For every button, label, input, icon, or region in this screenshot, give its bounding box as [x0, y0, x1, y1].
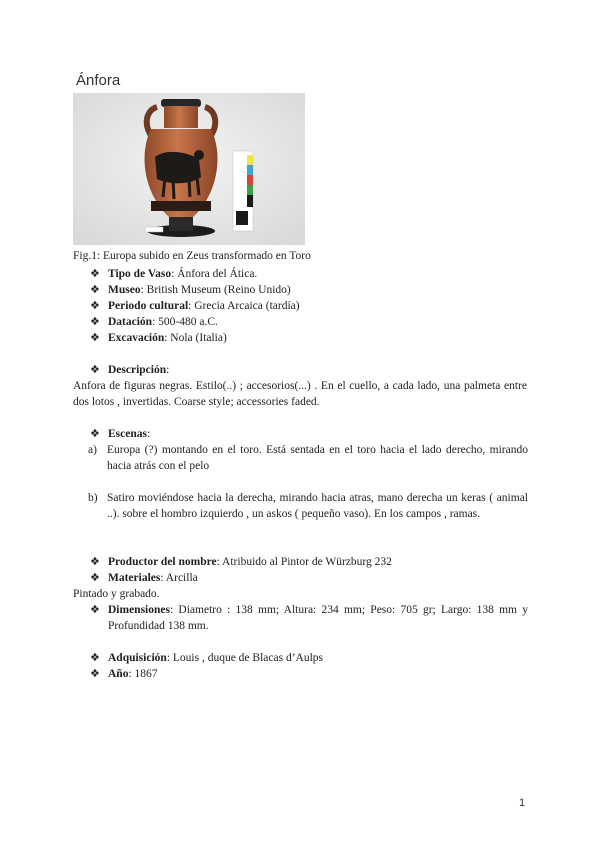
diamond-bullet-icon: ❖ — [90, 572, 100, 584]
fact-item — [90, 554, 392, 570]
fact-label: Productor del nombre — [108, 556, 217, 568]
fact-label: Tipo de Vaso — [108, 268, 172, 280]
diamond-bullet-icon: ❖ — [90, 332, 100, 344]
fact-label: Museo — [108, 284, 141, 296]
escena-item — [88, 490, 528, 522]
diamond-bullet-icon: ❖ — [90, 652, 100, 664]
diamond-bullet-icon: ❖ — [90, 428, 100, 440]
fact-value: : Louis , duque de Blacas d’Aulps — [166, 652, 323, 664]
fact-label: Excavación — [108, 332, 165, 344]
fact-item — [90, 266, 300, 282]
fact-value: : Atribuido al Pintor de Würzburg 232 — [216, 556, 392, 568]
diamond-bullet-icon: ❖ — [90, 364, 100, 376]
fact-value: : British Museum (Reino Unido) — [140, 284, 291, 296]
fact-value: : Ánfora del Ática. — [171, 268, 258, 280]
escena-marker: b) — [88, 492, 98, 504]
escena-item — [88, 442, 528, 474]
escenas-heading: ❖ Escenas : — [90, 428, 151, 440]
page-number: 1 — [519, 797, 526, 809]
escena-text: Satiro moviéndose hacia la derecha, mirando hacia atras, mano derecha un keras ( animal ..). sobre el hombro izquierdo , un askos ( pequeño vaso). En los campos , ramas. — [107, 492, 528, 520]
fact-value: : Nola (Italia) — [164, 332, 227, 344]
section-label: Escenas — [108, 428, 147, 440]
fact-label: Materiales — [108, 572, 161, 584]
fact-label: Año — [108, 668, 129, 680]
fact-label: Adquisición — [108, 652, 167, 664]
dimensiones-item — [90, 602, 528, 634]
diamond-bullet-icon: ❖ — [90, 300, 100, 312]
descripcion-text: Anfora de figuras negras. Estilo(..) ; accesorios(...) . En el cuello, a cada lado, una palmeta entre dos lotos , invertidas. Coarse style; accessories faded. — [73, 380, 527, 408]
fact-item — [90, 330, 300, 346]
page-title: Ánfora — [76, 72, 121, 89]
acquisition-list — [90, 650, 323, 682]
fact-item — [90, 314, 300, 330]
fact-label: Dimensiones — [108, 604, 170, 616]
fact-item — [90, 650, 323, 666]
diamond-bullet-icon: ❖ — [90, 316, 100, 328]
fact-value: : Arcilla — [160, 572, 198, 584]
materiales-note: Pintado y grabado. — [73, 588, 160, 600]
diamond-bullet-icon: ❖ — [90, 604, 100, 616]
facts-list — [90, 266, 300, 346]
amphora-photo — [73, 93, 305, 245]
descripcion-heading: ❖ Descripción : — [90, 364, 170, 376]
fact-value: : 500-480 a.C. — [152, 316, 218, 328]
fact-label: Periodo cultural — [108, 300, 189, 312]
escena-text: Europa (?) montando en el toro. Está sentada en el toro hacia el lado derecho, mirando hacia atrás con el pelo — [107, 444, 528, 472]
diamond-bullet-icon: ❖ — [90, 556, 100, 568]
fact-value: : Grecia Arcaica (tardía) — [188, 300, 300, 312]
diamond-bullet-icon: ❖ — [90, 268, 100, 280]
fact-value: : 1867 — [128, 668, 158, 680]
figure-caption: Fig.1: Europa subido en Zeus transformado en Toro — [73, 250, 311, 262]
fact-item — [90, 666, 323, 682]
fact-value: : Diametro : 138 mm; Altura: 234 mm; Peso: 705 gr; Largo: 138 mm y Profundidad 138 mm. — [108, 604, 528, 632]
production-list — [90, 554, 392, 586]
fact-item — [90, 298, 300, 314]
section-label: Descripción — [108, 364, 167, 376]
fact-item — [90, 282, 300, 298]
diamond-bullet-icon: ❖ — [90, 284, 100, 296]
fact-label: Datación — [108, 316, 153, 328]
diamond-bullet-icon: ❖ — [90, 668, 100, 680]
escena-marker: a) — [88, 444, 97, 456]
fact-item — [90, 570, 392, 586]
